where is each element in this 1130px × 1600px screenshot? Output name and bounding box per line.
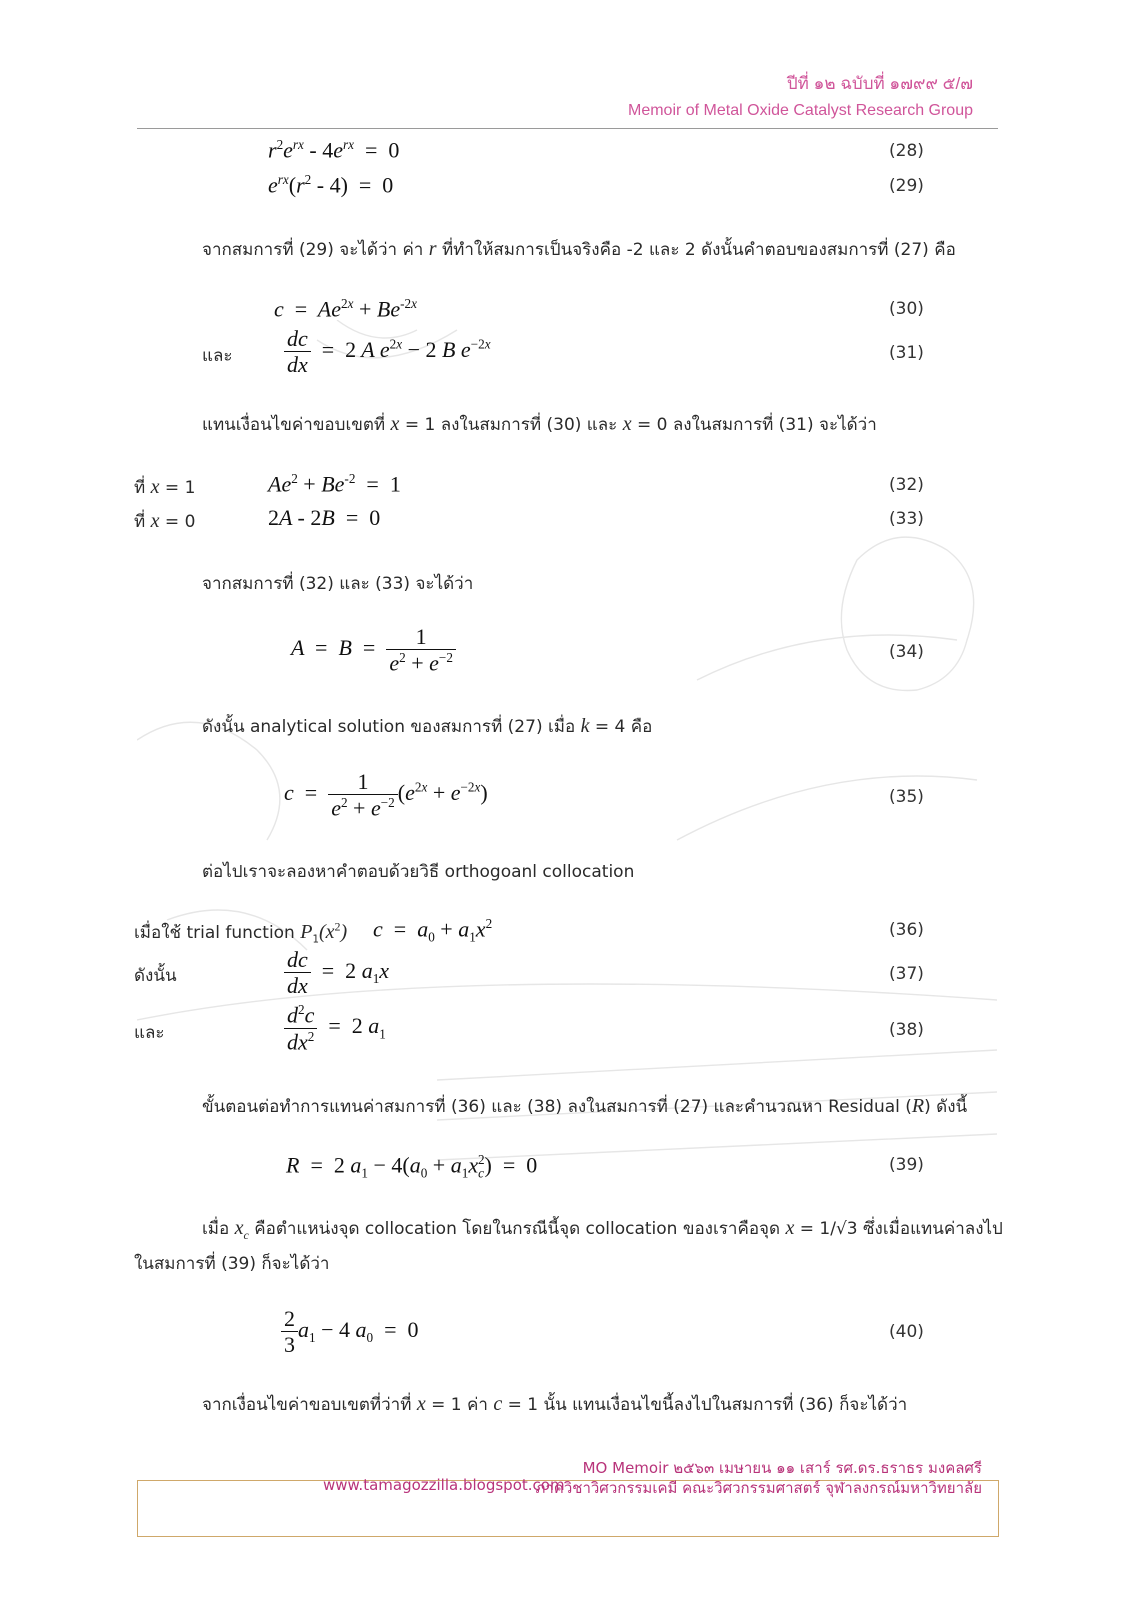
group-title: Memoir of Metal Oxide Catalyst Research Group	[627, 102, 973, 119]
paragraph: ต่อไปเราจะลองหาคำตอบด้วยวิธี orthogoanl collocation	[202, 862, 635, 882]
paragraph: จากสมการที่ (29) จะได้ว่า ค่า r ที่ทำให้สมการเป็นจริงคือ -2 และ 2 ดังนั้นคำตอบของสมการที่ (27) คือ	[202, 238, 956, 260]
footer-memoir-line: MO Memoir ๒๕๖๓ เมษายน ๑๑ เสาร์ รศ.ดร.ธราธร มงคลศรี	[582, 1459, 982, 1477]
condition-label: ที่ x = 0	[134, 510, 196, 532]
therefore-label: ดังนั้น	[134, 966, 177, 986]
equation-number: (35)	[889, 787, 924, 807]
paragraph: เมื่อ $x_c$ คือตำแหน่งจุด collocation โดยในกรณีนี้จุด collocation ของเราคือจุด x = 1/√3 ซึ่งเมื่อแทนค่าลงไป	[202, 1217, 1003, 1242]
equation-28: $r^2e^{rx} - 4e^{rx} = 0$	[268, 137, 400, 163]
equation-38: $\frac{d^2c}{dx^2}$ = 2 $a_1$	[284, 1002, 386, 1054]
equation-number: (30)	[889, 299, 924, 319]
equation-40: $\frac{2}{3}$ $a_1 - 4$ $a_0 = 0$	[281, 1306, 419, 1358]
paragraph: จากสมการที่ (32) และ (33) จะได้ว่า	[202, 574, 474, 594]
equation-39: R = 2 $a_1 - 4(a_0 + a_1x_c^2) = 0$	[286, 1152, 538, 1181]
equation-35: c = $\frac{1}{e^2 + e^{-2}}$ $(e^{2x} + e^{-2x})$	[284, 769, 488, 821]
equation-number: (34)	[889, 642, 924, 662]
background-sketch-image	[137, 320, 997, 1280]
paragraph: จากเงื่อนไขค่าขอบเขตที่ว่าที่ x = 1 ค่า c = 1 นั้น แทนเงื่อนไขนี้ลงไปในสมการที่ (36) ก็จะได้ว่า	[202, 1393, 908, 1415]
header-divider	[137, 128, 998, 129]
trial-function-label: เมื่อใช้ trial function $P_1(x^2)$	[134, 919, 348, 946]
footer-site-link[interactable]: www.tamagozzilla.blogspot.com	[323, 1476, 565, 1494]
paragraph: แทนเงื่อนไขค่าขอบเขตที่ x = 1 ลงในสมการที่ (30) และ x = 0 ลงในสมการที่ (31) จะได้ว่า	[202, 413, 877, 435]
equation-37: $\frac{dc}{dx}$ = 2 $a_1x$	[284, 947, 389, 999]
equation-number: (31)	[889, 343, 924, 363]
equation-33: 2A - 2B = 0	[268, 505, 381, 530]
equation-number: (40)	[889, 1322, 924, 1342]
equation-29: $e^{rx}(r^2 - 4) = 0$	[268, 172, 394, 198]
equation-34: A = B = $\frac{1}{e^2 + e^{-2}}$	[291, 624, 456, 676]
equation-32: $Ae^2 + Be^{-2} = 1$	[268, 471, 401, 497]
condition-label: ที่ x = 1	[134, 476, 196, 498]
equation-31: $\frac{dc}{dx}$ = 2 A $e^{2x} - 2$ B $e^{-2x}$	[284, 326, 491, 378]
issue-number: ปีที่ ๑๒ ฉบับที่ ๑๗๙๙ ๕/๗	[786, 74, 973, 93]
equation-number: (37)	[889, 964, 924, 984]
equation-number: (29)	[889, 176, 924, 196]
equation-36: $c = a_0 + a_1x^2$	[373, 916, 493, 945]
paragraph: ขั้นตอนต่อทำการแทนค่าสมการที่ (36) และ (38) ลงในสมการที่ (27) และคำนวณหา Residual (R) ดังนี้	[202, 1095, 968, 1117]
equation-number: (38)	[889, 1020, 924, 1040]
paragraph: ดังนั้น analytical solution ของสมการที่ (27) เมื่อ k = 4 คือ	[202, 715, 653, 737]
equation-30: $c = Ae^{2x} + Be^{-2x}$	[274, 296, 417, 322]
equation-number: (28)	[889, 141, 924, 161]
paragraph-continuation: ในสมการที่ (39) ก็จะได้ว่า	[134, 1254, 330, 1274]
footer-department: ภาควิชาวิศวกรรมเคมี คณะวิศวกรรมศาสตร์ จุฬาลงกรณ์มหาวิทยาลัย	[535, 1479, 982, 1497]
equation-number: (36)	[889, 920, 924, 940]
and-label: และ	[134, 1023, 165, 1043]
equation-number: (39)	[889, 1155, 924, 1175]
and-label: และ	[202, 346, 233, 366]
equation-number: (32)	[889, 475, 924, 495]
equation-number: (33)	[889, 509, 924, 529]
